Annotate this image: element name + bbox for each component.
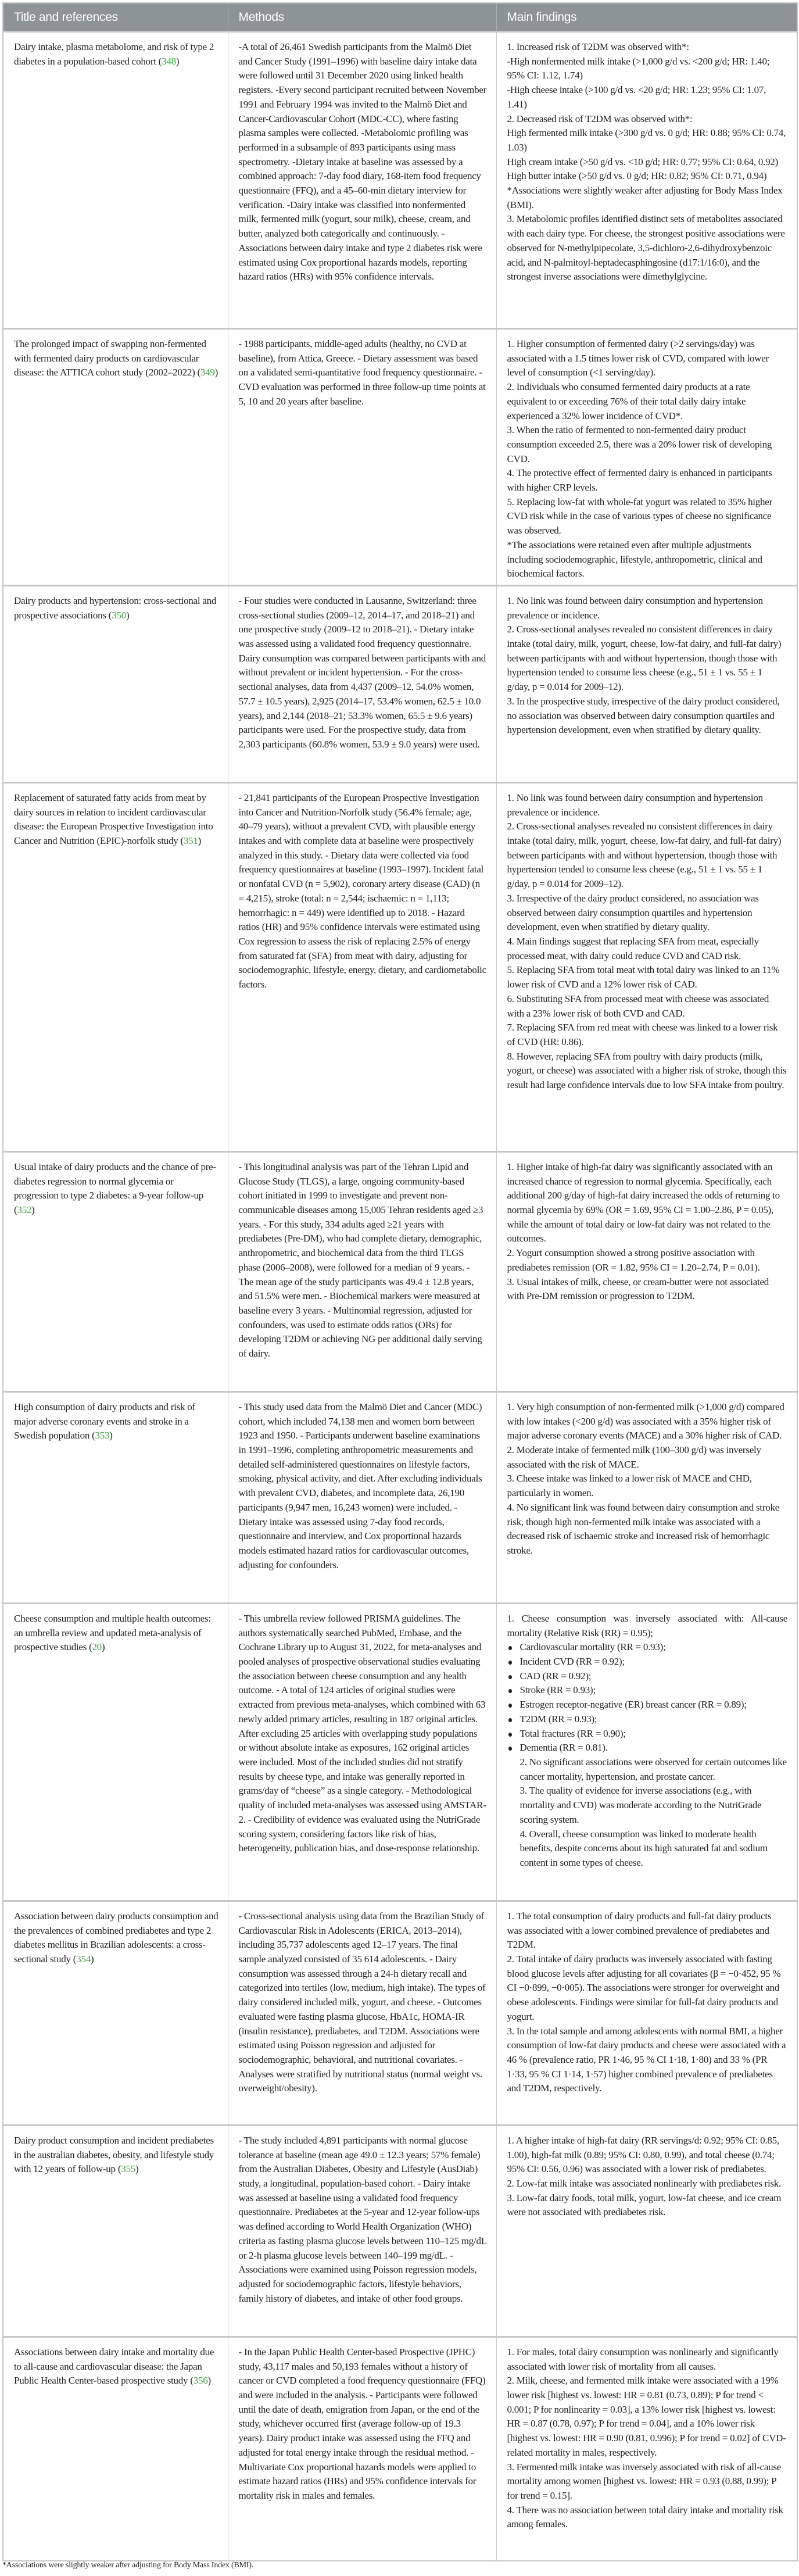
finding-intro: 1. Cheese consumption was inversely associated with: All-cause mortality (Relative Risk (RR) = 0.95); bbox=[507, 1612, 787, 1638]
header-methods: Methods bbox=[228, 3, 496, 32]
methods-text: - Four studies were conducted in Lausanne, Switzerland: three cross-sectional studies (2009–12, 2014–17, and 2018–21) and one prospective study (2009–12 to 2018–21). - Dietary intake was assessed using a validated food frequency questionnaire. Dairy consumption was compared between participants with and without prevalent or incident hypertension. - For the cross-sectional analyses, data from 4,437 (2009–12, 54.0% women, 57.7 ± 10.5 years), 2,925 (2014–17, 53.4% women, 62.5 ± 10.0 years), and 2,144 (2018–21; 53.3% women, 65.5 ± 9.6 years) participants were used. For the prospective study, data from 2,303 participants (60.8% women, 53.9 ± 9.0 years) were used. bbox=[238, 595, 486, 750]
header-title-references: Title and references bbox=[3, 3, 228, 32]
table-row bbox=[3, 32, 797, 329]
study-title: Usual intake of dairy products and the chance of pre-diabetes regression to normal glycemia or progression to type 2 diabetes: a 9-year follow-up bbox=[14, 1161, 216, 1201]
methods-cell bbox=[228, 1603, 496, 1901]
finding-item: 1. Increased risk of T2DM was observed with*: bbox=[507, 41, 689, 52]
finding-item: 8. However, replacing SFA from poultry with dairy products (milk, yogurt, or cheese) was associated with a higher risk of stroke, though this result had large confidence intervals due to low SFA intake from poultry. bbox=[507, 1050, 787, 1091]
finding-item: 3. Cheese intake was linked to a lower risk of MACE and CHD, particularly in women. bbox=[507, 1473, 752, 1499]
finding-item: High cream intake (>50 g/d vs. <10 g/d; HR: 0.77; 95% CI: 0.64, 0.92) bbox=[507, 156, 779, 167]
finding-item: 4. There was no association between total dairy intake and mortality risk among females. bbox=[507, 2504, 783, 2530]
finding-item: 1. No link was found between dairy consumption and hypertension prevalence or incidence. bbox=[507, 595, 763, 621]
finding-item: 2. Cross-sectional analyses revealed no consistent differences in dairy intake (total dairy, milk, yogurt, cheese, low-fat dairy, and full-fat dairy) between participants with and without hypertension, though those with hypertension tended to consume less cheese (e.g., 51 ± 1 vs. 55 ± 1 g/day, p = 0.014 for 2009–12). bbox=[507, 624, 782, 693]
reference-link[interactable]: 352 bbox=[17, 1204, 32, 1216]
findings-cell bbox=[496, 782, 797, 1151]
study-title: Replacement of saturated fatty acids from meat by dairy sources in relation to incident cardiovascular disease: the European Prospective Investigation into Cancer and Nutrition (EPIC)-norfolk study bbox=[14, 792, 213, 847]
finding-item: 2. Low-fat milk intake was associated nonlinearly with prediabetes risk. bbox=[507, 2178, 782, 2189]
study-title-cell: Replacement of saturated fatty acids from meat by dairy sources in relation to incident cardiovascular disease: the European Prospective Investigation into Cancer and Nutrition (EPIC)-norfolk study (351) bbox=[3, 782, 228, 1151]
table-row bbox=[3, 2337, 797, 2561]
methods-text: - This umbrella review followed PRISMA guidelines. The authors systematically searched PubMed, Embase, and the Cochrane Library up to August 31, 2022, for meta-analyses and pooled analyses of prospective observational studies evaluating the association between cheese consumption and any health outcome. - A total of 124 articles of original studies were extracted from previous meta-analyses, which combined with 63 newly added primary articles, resulting in 187 original articles. After excluding 25 articles with overlapping study populations or without absolute intake as exposures, 162 original articles were included. Most of the included studies did not stratify results by cheese type, and intake was generally reported in grams/day of “cheese” as a single category. - Methodological quality of included meta-analyses was assessed using AMSTAR-2. - Credibility of evidence was evaluated using the NutriGrade scoring system, considering factors like risk of bias, heterogeneity, publication bias, and dose-response relationship. bbox=[238, 1612, 486, 1854]
finding-item: 3. Usual intakes of milk, cheese, or cream-butter were not associated with Pre-DM remission or progression to T2DM. bbox=[507, 1276, 769, 1302]
reference-link[interactable]: 349 bbox=[200, 367, 215, 378]
table-row bbox=[3, 1391, 797, 1603]
findings-cell bbox=[496, 1391, 797, 1603]
study-title: Cheese consumption and multiple health outcomes: an umbrella review and updated meta-analysis of prospective studies bbox=[14, 1612, 211, 1653]
study-title-cell: Association between dairy products consumption and the prevalences of combined prediabetes and type 2 diabetes mellitus in Brazilian adolescents: a cross-sectional study (354) bbox=[3, 1901, 228, 2125]
study-title: The prolonged impact of swapping non-fermented with fermented dairy products on cardiovascular disease: the ATTICA cohort study (2002–2022) bbox=[14, 338, 206, 378]
finding-item: 2. Decreased risk of T2DM was observed with*: bbox=[507, 113, 693, 124]
findings-cell bbox=[496, 2337, 797, 2561]
finding-item: 4. Main findings suggest that replacing SFA from meat, especially processed meat, with dairy could reduce CVD and CAD risk. bbox=[507, 935, 759, 961]
finding-bullet: Stroke (RR = 0.93); bbox=[520, 1683, 788, 1698]
header-row bbox=[3, 3, 797, 32]
methods-text: - In the Japan Public Health Center-based Prospective (JPHC) study, 43,117 males and 50,193 females without a history of cancer or CVD completed a food frequency questionnaire (FFQ) and were included in the analysis. - Participants were followed until the date of death, emigration from Japan, or the end of the study, whichever occurred first (average follow-up of 19.3 years). Dairy product intake was assessed using the FFQ and adjusted for total energy intake through the residual method. - Multivariate Cox proportional hazards models were applied to estimate hazard ratios (HRs) and 95% confidence intervals for mortality risk in males and females. bbox=[238, 2346, 486, 2501]
table-row bbox=[3, 2125, 797, 2337]
methods-cell bbox=[228, 1151, 496, 1391]
finding-item: 2. Moderate intake of fermented milk (100–300 g/d) was inversely associated with the risk of MACE. bbox=[507, 1444, 761, 1470]
reference-link[interactable]: 355 bbox=[121, 2163, 135, 2175]
finding-item: 3. Metabolomic profiles identified distinct sets of metabolites associated with each dairy type. For cheese, the strongest positive associations were observed for N-methylpipecolate, 3,5-dichloro-2,6-dihydroxybenzoic acid, and N-palmitoyl-heptadecasphingosine (d17:1/16:0), and the strongest inverse associations were dimethylglycine. bbox=[507, 213, 785, 282]
methods-text: - This study used data from the Malmö Diet and Cancer (MDC) cohort, which included 74,138 men and women born between 1923 and 1950. - Participants underwent baseline examinations in 1991–1996, completing anthropometric measurements and detailed self-administered questionnaires on lifestyle factors, smoking, physical activity, and diet. After excluding individuals with prevalent CVD, diabetes, and incomplete data, 26,190 participants (9,947 men, 16,243 women) were included. - Dietary intake was assessed using 7-day food records, questionnaire and interview, and Cox proportional hazards models estimated hazard ratios for cardiovascular outcomes, adjusting for confounders. bbox=[238, 1401, 482, 1570]
table-row bbox=[3, 1901, 797, 2125]
study-title-cell: Dairy intake, plasma metabolome, and risk of type 2 diabetes in a population-based cohort (348) bbox=[3, 32, 228, 329]
finding-item: 2. Milk, cheese, and fermented milk intake were associated with a 19% lower risk [highest vs. lowest: HR = 0.81 (0.73, 0.89); P for trend < 0.001; P for nonlinearity = 0.03], a 13% lower risk [highest vs. lowest: HR = 0.87 (0.78, 0.97); P for trend = 0.04], and a 10% lower risk [highest vs. lowest: HR = 0.90 (0.81, 0.996); P for trend = 0.02] of CVD-related mortality in males, respectively. bbox=[507, 2375, 786, 2458]
finding-bullet: Total fractures (RR = 0.90); bbox=[520, 1727, 788, 1741]
finding-item: -High nonfermented milk intake (>1,000 g/d vs. <200 g/d; HR: 1.40; 95% CI: 1.12, 1.74) bbox=[507, 55, 770, 81]
table-row bbox=[3, 329, 797, 586]
finding-item: 2. Cross-sectional analyses revealed no consistent differences in dairy intake (total dairy, milk, yogurt, cheese, low-fat dairy, and full-fat dairy) between participants with and without hypertension, though those with hypertension tended to consume less cheese (e.g., 51 ± 1 vs. 55 ± 1 g/day, p = 0.014 for 2009–12). bbox=[507, 821, 782, 890]
finding-bullet: CAD (RR = 0.92); bbox=[520, 1669, 788, 1684]
table-row bbox=[3, 1151, 797, 1391]
study-title: Association between dairy products consumption and the prevalences of combined prediabetes and type 2 diabetes mellitus in Brazilian adolescents: a cross-sectional study bbox=[14, 1910, 218, 1965]
findings-cell bbox=[496, 329, 797, 586]
methods-cell bbox=[228, 782, 496, 1151]
methods-text: - Cross-sectional analysis using data from the Brazilian Study of Cardiovascular Risk in Adolescents (ERICA, 2013–2014), including 35,737 adolescents aged 12–17 years. The final sample analyzed consisted of 35 614 adolescents. - Dairy consumption was assessed through a 24-h dietary recall and categorized into tertiles (low, medium, high intake). The types of dairy considered included milk, yogurt, and cheese. - Outcomes evaluated were fasting plasma glucose, HbA1c, HOMA-IR (insulin resistance), prediabetes, and T2DM. Associations were estimated using Poisson regression and adjusted for sociodemographic, behavioral, and nutritional covariates. - Analyses were stratified by nutritional status (normal weight vs. overweight/obesity). bbox=[238, 1910, 486, 2094]
finding-item: High fermented milk intake (>300 g/d vs. 0 g/d; HR: 0.88; 95% CI: 0.74, 1.03) bbox=[507, 127, 786, 153]
finding-item: 3. Fermented milk intake was inversely associated with risk of all-cause mortality among women [highest vs. lowest: HR = 0.93 (0.88, 0.99); P for trend = 0.15]. bbox=[507, 2461, 782, 2501]
study-title-cell: Dairy product consumption and incident prediabetes in the australian diabetes, obesity, and lifestyle study with 12 years of follow-up (355) bbox=[3, 2125, 228, 2337]
methods-cell bbox=[228, 2337, 496, 2561]
finding-item: 1. Very high consumption of non-fermented milk (>1,000 g/d) compared with low intakes (<200 g/d) was associated with a 35% higher risk of major adverse coronary events (MACE) and a 30% higher risk of CAD. bbox=[507, 1401, 784, 1441]
table-header bbox=[3, 3, 797, 32]
finding-item: 1. Higher consumption of fermented dairy (>2 servings/day) was associated with a 1.5 times lower risk of CVD, compared with lower level of consumption (<1 serving/day). bbox=[507, 338, 769, 378]
findings-cell bbox=[496, 1151, 797, 1391]
finding-item: 3. In the prospective study, irrespective of the dairy product considered, no association was observed between dairy consumption quartiles and hypertension development, even when stratified by dietary quality. bbox=[507, 695, 780, 736]
findings-cell bbox=[496, 1603, 797, 1901]
methods-text: -A total of 26,461 Swedish participants from the Malmö Diet and Cancer Study (1991–1996) with baseline dairy intake data were followed until 31 December 2020 using linked health registers. -Every second participant recruited between November 1991 and February 1994 was invited to the Malmö Diet and Cancer-Cardiovascular Cohort (MDC-CC), where fasting plasma samples were collected. -Metabolomic profiling was performed in a subsample of 893 participants using mass spectrometry. -Dietary intake at baseline was assessed by a combined approach: 7-day food diary, 168-item food frequency questionnaire (FFQ), and a 45–60-min dietary interview for verification. -Dairy intake was classified into nonfermented milk, fermented milk (yogurt, sour milk), cheese, cream, and butter, analyzed both categorically and continuously. -Associations between dairy intake and type 2 diabetes risk were estimated using Cox proportional hazards models, reporting hazard ratios (HRs) with 95% confidence intervals. bbox=[238, 41, 487, 282]
finding-item: *Associations were slightly weaker after adjusting for Body Mass Index (BMI). bbox=[507, 185, 783, 210]
finding-item: 1. A higher intake of high-fat dairy (RR servings/d: 0.92; 95% CI: 0.85, 1.00), high-fat milk (0.89; 95% CI: 0.80, 0.99), and total cheese (0.74; 95% CI: 0.56, 0.96) was associated with a lower risk of prediabetes. bbox=[507, 2134, 779, 2175]
study-title-cell: The prolonged impact of swapping non-fermented with fermented dairy products on cardiovascular disease: the ATTICA cohort study (2002–2022) (349) bbox=[3, 329, 228, 586]
study-title: Dairy product consumption and incident prediabetes in the australian diabetes, obesity, and lifestyle study with 12 years of follow-up bbox=[14, 2134, 214, 2175]
table-row bbox=[3, 585, 797, 782]
methods-cell bbox=[228, 32, 496, 329]
reference-link[interactable]: 353 bbox=[95, 1430, 110, 1441]
finding-item: *The associations were retained even after multiple adjustments including sociodemographic, lifestyle, anthropometric, clinical and biochemical factors. bbox=[507, 539, 762, 579]
methods-text: - This longitudinal analysis was part of the Tehran Lipid and Glucose Study (TLGS), a large, ongoing community-based cohort initiated in 1999 to investigate and prevent non-communicable diseases among 15,005 Tehran residents aged ≥3 years. - For this study, 334 adults aged ≥21 years with prediabetes (Pre-DM), who had complete dietary, demographic, anthropometric, and biochemical data from the third TLGS phase (2006–2008), were followed for a median of 9 years. - The mean age of the study participants was 49.4 ± 12.8 years, and 51.5% were men. - Biochemical markers were measured at baseline every 3 years. - Multinomial regression, adjusted for confounders, was used to estimate odds ratios (ORs) for developing T2DM or achieving NG per additional daily serving of dairy. bbox=[238, 1161, 483, 1359]
study-title-cell: Associations between dairy intake and mortality due to all-cause and cardiovascular disease: the Japan Public Health Center-based prospective study (356) bbox=[3, 2337, 228, 2561]
study-title-cell: Cheese consumption and multiple health outcomes: an umbrella review and updated meta-analysis of prospective studies (20) bbox=[3, 1603, 228, 1901]
finding-bullet: Dementia (RR = 0.81). bbox=[520, 1741, 788, 1755]
finding-item: 1. The total consumption of dairy products and full-fat dairy products was associated with a lower combined prevalence of prediabetes and T2DM. bbox=[507, 1910, 772, 1951]
table-footnote: *Associations were slightly weaker after adjusting for Body Mass Index (BMI). bbox=[2, 2561, 254, 2570]
finding-bullet: Incident CVD (RR = 0.92); bbox=[520, 1655, 788, 1669]
finding-item: 5. Replacing low-fat with whole-fat yogurt was related to 35% higher CVD risk while in the case of various types of cheese no significance was observed. bbox=[507, 496, 773, 536]
studies-table bbox=[2, 2, 798, 2561]
finding-bullet: T2DM (RR = 0.93); bbox=[520, 1712, 788, 1727]
study-title-cell: Usual intake of dairy products and the chance of pre-diabetes regression to normal glycemia or progression to type 2 diabetes: a 9-year follow-up (352) bbox=[3, 1151, 228, 1391]
methods-text: - 21,841 participants of the European Prospective Investigation into Cancer and Nutrition-Norfolk study (56.4% female; age, 40–79 years), without a prevalent CVD, with plausible energy intakes and with complete data at baseline were prospectively analyzed in this study. - Dietary data were collected via food frequency questionnaires at baseline (1993–1997). Incident fatal or nonfatal CVD (n = 5,902), coronary artery disease (CAD) (n = 4,215), stroke (total: n = 2,544; ischaemic: n = 1,113; hemorrhagic: n = 449) were identified up to 2018. - Hazard ratios (HR) and 95% confidence intervals were estimated using Cox regression to assess the risk of replacing 2.5% of energy from saturated fat (SFA) from meat with dairy, adjusting for sociodemographic, lifestyle, energy, dietary, and cardiometabolic factors. bbox=[238, 792, 486, 990]
table-row bbox=[3, 782, 797, 1151]
methods-cell bbox=[228, 329, 496, 586]
study-title: Associations between dairy intake and mortality due to all-cause and cardiovascular disease: the Japan Public Health Center-based prospective study bbox=[14, 2346, 214, 2387]
finding-item: 1. No link was found between dairy consumption and hypertension prevalence or incidence. bbox=[507, 792, 763, 818]
header-main-findings: Main findings bbox=[496, 3, 797, 32]
finding-item: 2. Individuals who consumed fermented dairy products at a rate equivalent to or exceeding 76% of their total daily dairy intake experienced a 32% lower incidence of CVD*. bbox=[507, 381, 750, 421]
finding-bullet: Cardiovascular mortality (RR = 0.93); bbox=[520, 1640, 788, 1655]
reference-link[interactable]: 356 bbox=[193, 2375, 208, 2387]
finding-item: 4. No significant link was found between dairy consumption and stroke risk, though high non-fermented milk intake was associated with a decreased risk of ischaemic stroke and increased risk of hemorrhagic stroke. bbox=[507, 1501, 780, 1556]
finding-item: 3. The quality of evidence for inverse associations (e.g., with mortality and CVD) was moderate according to the NutriGrade scoring system. bbox=[519, 1785, 762, 1825]
finding-item: 4. Overall, cheese consumption was linked to moderate health benefits, despite concerns about its high saturated fat and sodium content in some types of cheese. bbox=[519, 1828, 768, 1868]
finding-item: High butter intake (>50 g/d vs. 0 g/d; HR: 0.82; 95% CI: 0.71, 0.94) bbox=[507, 170, 767, 182]
methods-cell bbox=[228, 585, 496, 782]
finding-item: 5. Replacing SFA from total meat with total dairy was linked to an 11% lower risk of CVD and a 12% lower risk of CAD. bbox=[507, 964, 780, 990]
reference-link[interactable]: 20 bbox=[92, 1641, 102, 1653]
finding-item: 1. For males, total dairy consumption was nonlinearly and significantly associated with lower risk of mortality from all causes. bbox=[507, 2346, 779, 2372]
reference-link[interactable]: 354 bbox=[76, 1954, 91, 1965]
finding-bullet: Estrogen receptor-negative (ER) breast cancer (RR = 0.89); bbox=[520, 1698, 788, 1712]
finding-item: 2. Total intake of dairy products was inversely associated with fasting blood glucose levels after adjusting for all covariates (β = −0·452, 95 % CI −0·899, −0·005). The associations were stronger for overweight and obese adolescents. Findings were similar for full-fat dairy products and yogurt. bbox=[507, 1954, 781, 2022]
finding-item: 3. Irrespective of the dairy product considered, no association was observed between dairy consumption quartiles and hypertension development, even when stratified by dietary quality. bbox=[507, 892, 759, 933]
table-row bbox=[3, 1603, 797, 1901]
reference-link[interactable]: 348 bbox=[162, 55, 176, 67]
study-title: Dairy products and hypertension: cross-sectional and prospective associations bbox=[14, 595, 217, 621]
finding-item: 3. When the ratio of fermented to non-fermented dairy product consumption exceeded 2.5, there was a 20% lower risk of developing CVD. bbox=[507, 424, 772, 464]
finding-bullet-list bbox=[507, 1640, 788, 1755]
finding-item: 6. Substituting SFA from processed meat with cheese was associated with a 23% lower risk of both CVD and CAD. bbox=[507, 993, 769, 1019]
study-title: Dairy intake, plasma metabolome, and risk of type 2 diabetes in a population-based cohort bbox=[14, 41, 214, 67]
finding-item: 7. Replacing SFA from red meat with cheese was linked to a lower risk of CVD (HR: 0.86). bbox=[507, 1022, 778, 1047]
finding-item: -High cheese intake (>100 g/d vs. <20 g/d; HR: 1.23; 95% CI: 1.07, 1.41) bbox=[507, 84, 766, 110]
methods-cell bbox=[228, 2125, 496, 2337]
findings-cell bbox=[496, 2125, 797, 2337]
methods-cell bbox=[228, 1901, 496, 2125]
finding-item: 3. Low-fat dairy foods, total milk, yogurt, low-fat cheese, and ice cream were not associated with prediabetes risk. bbox=[507, 2192, 782, 2218]
finding-item: 2. No significant associations were observed for certain outcomes like cancer mortality, hypertension, and prostate cancer. bbox=[519, 1756, 787, 1782]
reference-link[interactable]: 351 bbox=[183, 835, 198, 847]
methods-cell bbox=[228, 1391, 496, 1603]
finding-item: 3. In the total sample and among adolescents with normal BMI, a higher consumption of low-fat dairy products and cheese were associated with a 46 % (prevalence ratio, PR 1·46, 95 % CI 1·18, 1·80) and 33 % (PR 1·33, 95 % CI 1·14, 1·57) higher combined prevalence of prediabetes and T2DM, respectively. bbox=[507, 2025, 786, 2094]
study-title-cell: High consumption of dairy products and risk of major adverse coronary events and stroke in a Swedish population (353) bbox=[3, 1391, 228, 1603]
methods-text: - The study included 4,891 participants with normal glucose tolerance at baseline (mean age 49.0 ± 12.3 years; 57% female) from the Australian Diabetes, Obesity and Lifestyle (AusDiab) study, a longitudinal, population-based cohort. - Dairy intake was assessed at baseline using a validated food frequency questionnaire. Prediabetes at the 5-year and 12-year follow-ups was defined according to World Health Organization (WHO) criteria as fasting plasma glucose levels between 110–125 mg/dL or 2-h plasma glucose levels between 140–199 mg/dL. - Associations were examined using Poisson regression models, adjusted for sociodemographic factors, lifestyle behaviors, family history of diabetes, and intake of other food groups. bbox=[238, 2134, 487, 2304]
findings-cell bbox=[496, 32, 797, 329]
study-title: High consumption of dairy products and risk of major adverse coronary events and stroke in a Swedish population bbox=[14, 1401, 195, 1441]
finding-item: 1. Higher intake of high-fat dairy was significantly associated with an increased chance of regression to normal glycemia. Specifically, each additional 200 g/day of high-fat dairy increased the odds of returning to normal glycemia by 69% (OR = 1.69, 95% CI = 1.00–2.86, P = 0.05), while the amount of total dairy or low-fat dairy was not related to the outcomes. bbox=[507, 1161, 780, 1244]
table-body bbox=[3, 32, 797, 2561]
study-title-cell: Dairy products and hypertension: cross-sectional and prospective associations (350) bbox=[3, 585, 228, 782]
findings-cell bbox=[496, 585, 797, 782]
reference-link[interactable]: 350 bbox=[112, 609, 126, 621]
methods-text: - 1988 participants, middle-aged adults (healthy, no CVD at baseline), from Attica, Greece. - Dietary assessment was based on a validated semi-quantitative food frequency questionnaire. - CVD evaluation was performed in three follow-up time points at 5, 10 and 20 years after baseline. bbox=[238, 338, 486, 407]
findings-cell bbox=[496, 1901, 797, 2125]
finding-item: 2. Yogurt consumption showed a strong positive association with prediabetes remission (OR = 1.82, 95% CI = 1.20–2.74, P = 0.01). bbox=[507, 1247, 760, 1273]
finding-item: 4. The protective effect of fermented dairy is enhanced in participants with higher CRP levels. bbox=[507, 467, 772, 493]
